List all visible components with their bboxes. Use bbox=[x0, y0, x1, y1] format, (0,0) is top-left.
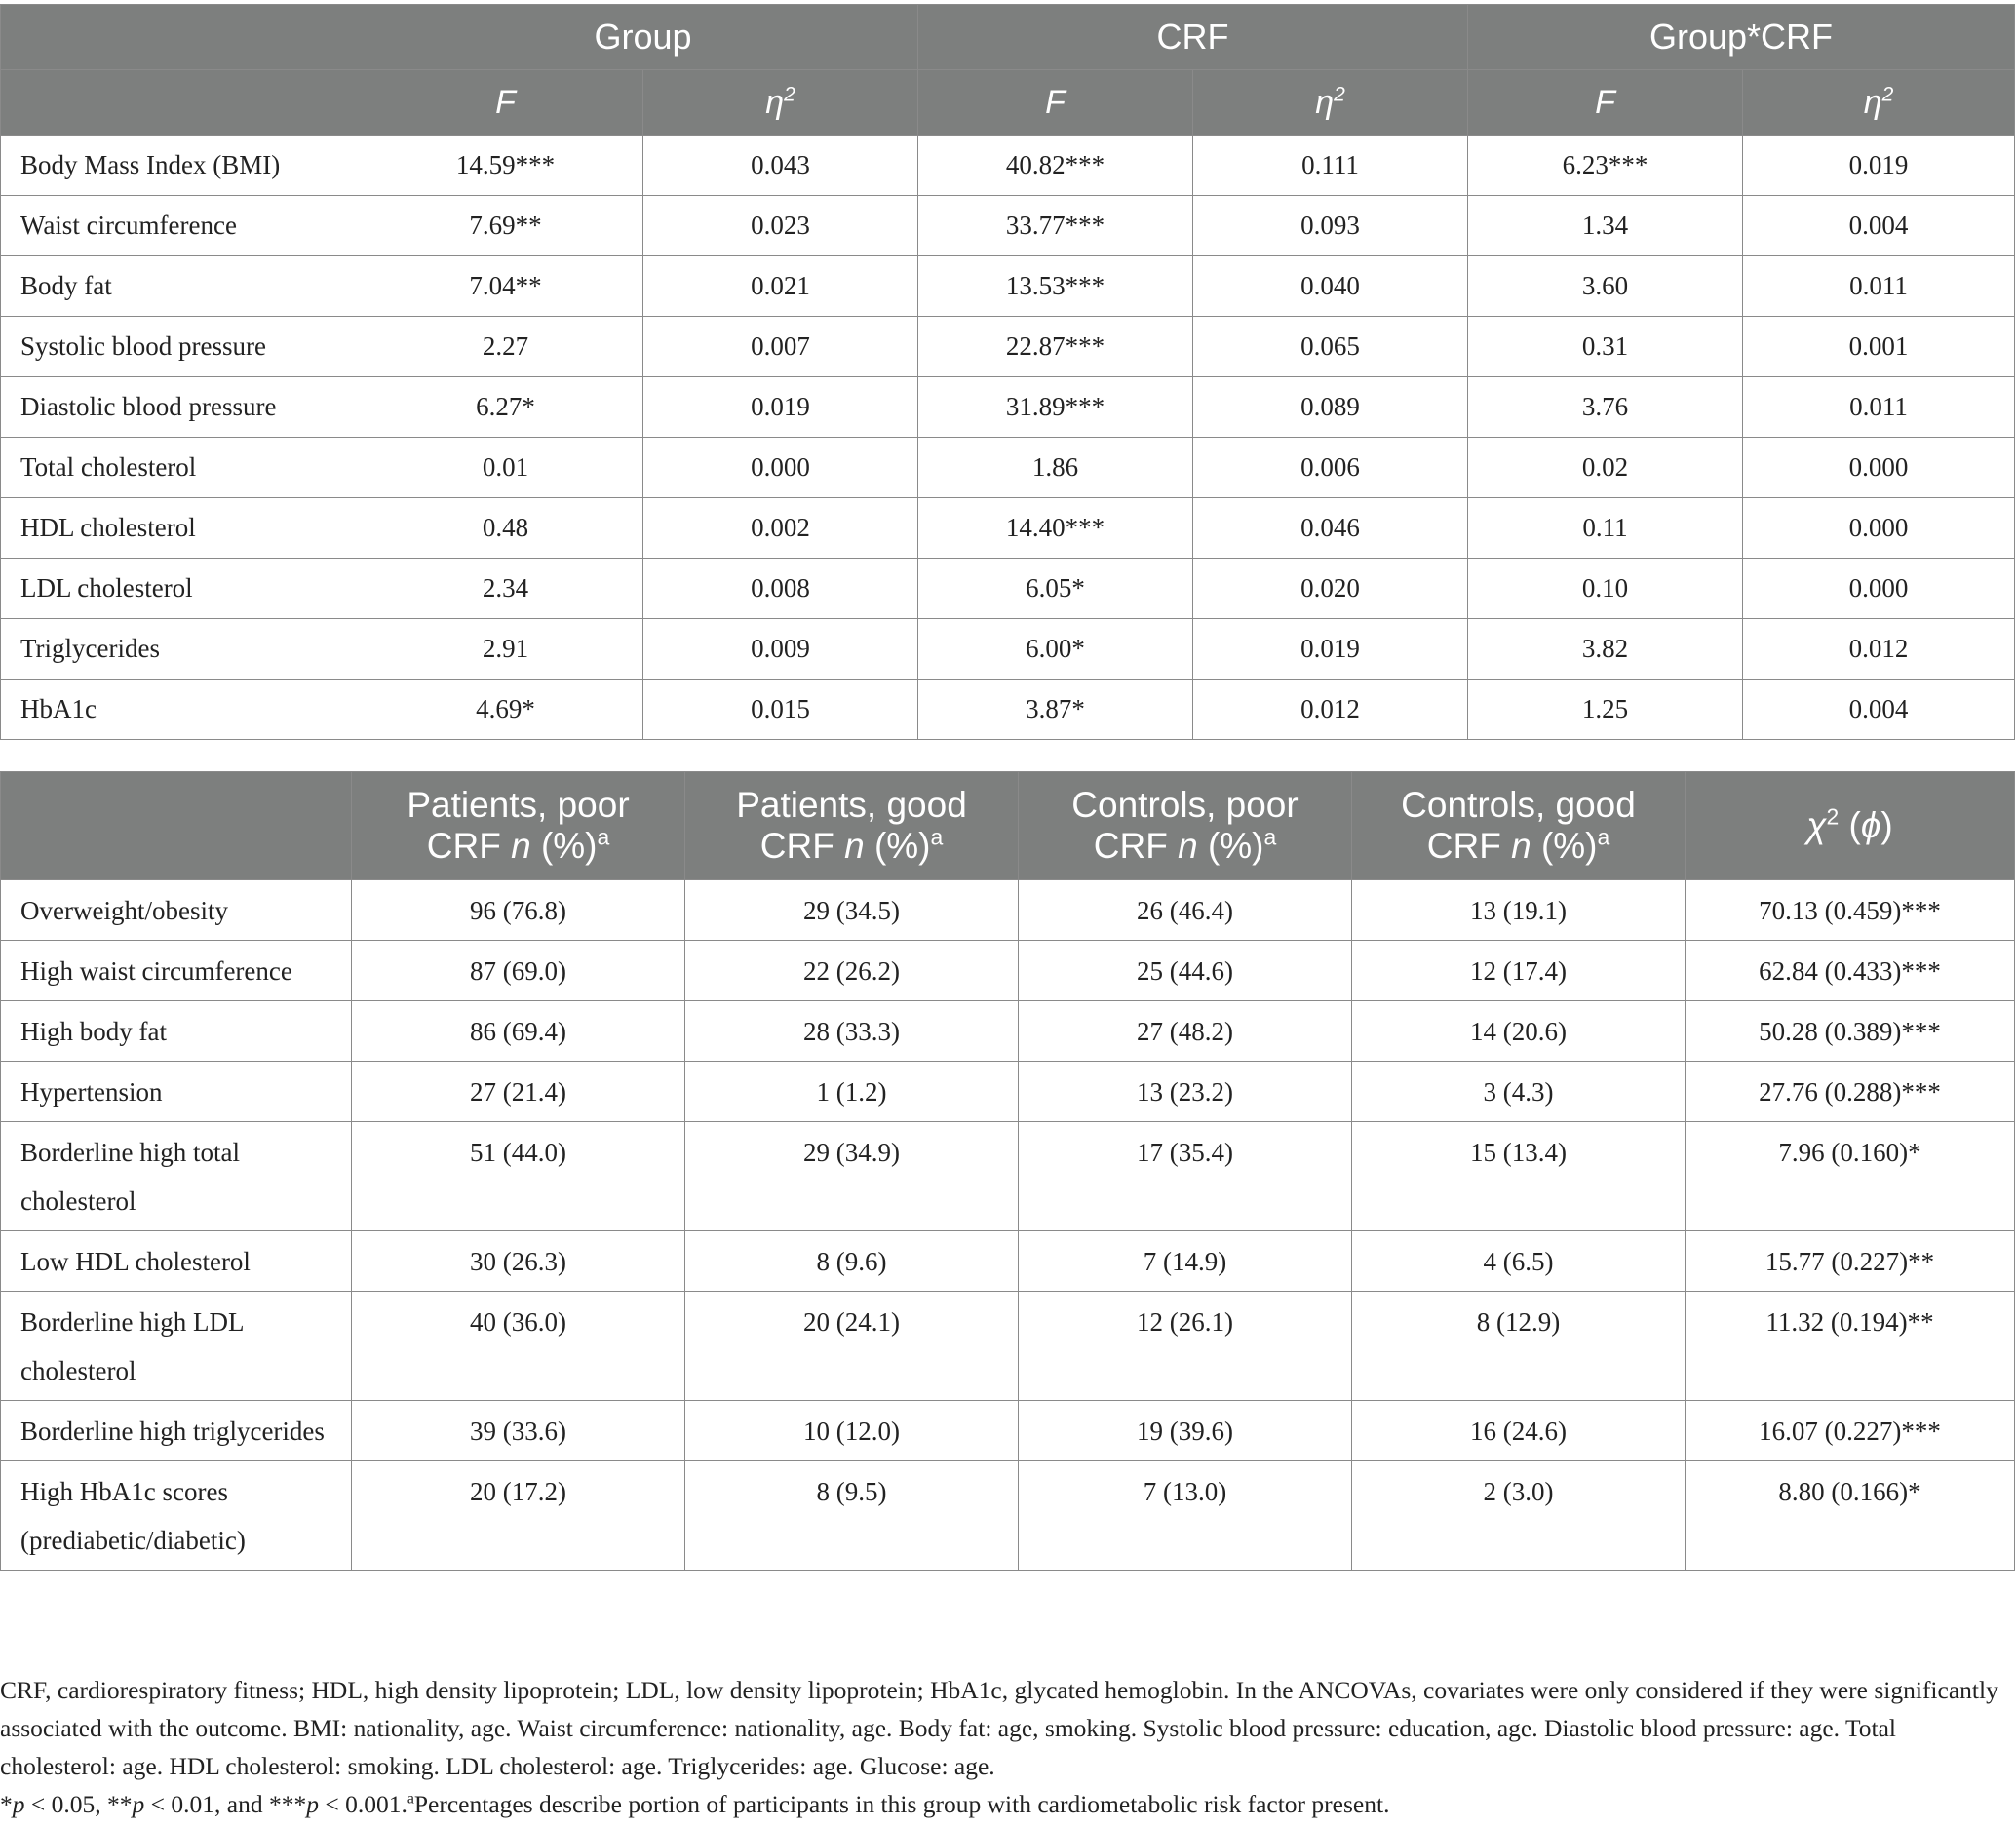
significance-note: *p < 0.05, **p < 0.01, and ***p < 0.001.$^a$Percentages describe portion of participants in this group with cardiometabolic risk factor present. bbox=[0, 1790, 1390, 1818]
stat-cell: 31.89*** bbox=[918, 377, 1193, 438]
stat-cell: 7.04** bbox=[368, 256, 643, 317]
stat-cell: 14.59*** bbox=[368, 136, 643, 196]
count-cell: 62.84 (0.433)*** bbox=[1686, 941, 2015, 1001]
table-row bbox=[1, 880, 2015, 941]
stat-cell: 0.065 bbox=[1193, 317, 1468, 377]
stat-cell: 0.046 bbox=[1193, 498, 1468, 559]
table-row bbox=[1, 438, 2015, 498]
table-row bbox=[1, 1122, 2015, 1231]
stat-cell: 0.000 bbox=[1743, 498, 2015, 559]
corner-header bbox=[1, 5, 368, 70]
stat-cell: 13.53*** bbox=[918, 256, 1193, 317]
stat-cell: 0.020 bbox=[1193, 559, 1468, 619]
count-cell: 1 (1.2) bbox=[685, 1062, 1019, 1122]
stat-cell: 0.02 bbox=[1468, 438, 1743, 498]
row-label: Triglycerides bbox=[1, 619, 368, 680]
stat-cell: 0.008 bbox=[643, 559, 918, 619]
row-label: Borderline high total cholesterol bbox=[1, 1122, 352, 1231]
count-cell: 8 (9.5) bbox=[685, 1461, 1019, 1571]
count-cell: 28 (33.3) bbox=[685, 1001, 1019, 1062]
stat-cell: 0.043 bbox=[643, 136, 918, 196]
table-row bbox=[1, 1461, 2015, 1571]
group-column-header: Patients, poor CRF n (%)$^a$ bbox=[352, 772, 685, 880]
stat-cell: 2.91 bbox=[368, 619, 643, 680]
count-cell: 27 (48.2) bbox=[1019, 1001, 1352, 1062]
group-crf-header: Group*CRF bbox=[1468, 5, 2015, 70]
stat-cell: 40.82*** bbox=[918, 136, 1193, 196]
row-label: Diastolic blood pressure bbox=[1, 377, 368, 438]
count-cell: 29 (34.9) bbox=[685, 1122, 1019, 1231]
table-row bbox=[1, 196, 2015, 256]
f-header: F bbox=[368, 70, 643, 136]
row-label: HDL cholesterol bbox=[1, 498, 368, 559]
stat-cell: 0.019 bbox=[1193, 619, 1468, 680]
table-row bbox=[1, 619, 2015, 680]
stat-cell: 1.34 bbox=[1468, 196, 1743, 256]
stat-cell: 0.006 bbox=[1193, 438, 1468, 498]
group-column-header: Controls, good CRF n (%)$^a$ bbox=[1352, 772, 1686, 880]
stat-cell: 0.11 bbox=[1468, 498, 1743, 559]
count-cell: 15.77 (0.227)** bbox=[1686, 1231, 2015, 1292]
count-cell: 13 (23.2) bbox=[1019, 1062, 1352, 1122]
table-row bbox=[1, 1231, 2015, 1292]
stat-cell: 0.000 bbox=[1743, 559, 2015, 619]
stat-cell: 0.10 bbox=[1468, 559, 1743, 619]
f-header: F bbox=[918, 70, 1193, 136]
chi-square-header: $\chi^2$ (ϕ) bbox=[1686, 772, 2015, 880]
f-header: F bbox=[1468, 70, 1743, 136]
stat-cell: 0.004 bbox=[1743, 196, 2015, 256]
count-cell: 12 (26.1) bbox=[1019, 1292, 1352, 1401]
stat-cell: 6.00* bbox=[918, 619, 1193, 680]
eta-header: $\eta^2$ bbox=[1743, 70, 2015, 136]
stat-cell: 2.27 bbox=[368, 317, 643, 377]
count-cell: 3 (4.3) bbox=[1352, 1062, 1686, 1122]
count-cell: 8 (9.6) bbox=[685, 1231, 1019, 1292]
count-cell: 22 (26.2) bbox=[685, 941, 1019, 1001]
count-cell: 12 (17.4) bbox=[1352, 941, 1686, 1001]
stat-cell: 0.000 bbox=[643, 438, 918, 498]
table-row bbox=[1, 680, 2015, 740]
stat-cell: 6.23*** bbox=[1468, 136, 1743, 196]
count-cell: 96 (76.8) bbox=[352, 880, 685, 941]
count-cell: 17 (35.4) bbox=[1019, 1122, 1352, 1231]
count-cell: 87 (69.0) bbox=[352, 941, 685, 1001]
row-label: Systolic blood pressure bbox=[1, 317, 368, 377]
stat-cell: 3.76 bbox=[1468, 377, 1743, 438]
table-footnote bbox=[0, 1671, 2008, 1823]
corner-subheader bbox=[1, 70, 368, 136]
count-cell: 20 (24.1) bbox=[685, 1292, 1019, 1401]
count-cell: 27.76 (0.288)*** bbox=[1686, 1062, 2015, 1122]
count-cell: 30 (26.3) bbox=[352, 1231, 685, 1292]
stat-cell: 0.015 bbox=[643, 680, 918, 740]
table-row bbox=[1, 941, 2015, 1001]
stat-cell: 0.089 bbox=[1193, 377, 1468, 438]
row-label: Body fat bbox=[1, 256, 368, 317]
corner-header bbox=[1, 772, 352, 880]
stat-cell: 0.01 bbox=[368, 438, 643, 498]
count-cell: 8.80 (0.166)* bbox=[1686, 1461, 2015, 1571]
stat-cell: 6.05* bbox=[918, 559, 1193, 619]
stat-cell: 3.87* bbox=[918, 680, 1193, 740]
count-cell: 4 (6.5) bbox=[1352, 1231, 1686, 1292]
count-cell: 86 (69.4) bbox=[352, 1001, 685, 1062]
count-cell: 27 (21.4) bbox=[352, 1062, 685, 1122]
stat-cell: 0.011 bbox=[1743, 377, 2015, 438]
stat-cell: 0.001 bbox=[1743, 317, 2015, 377]
count-cell: 7.96 (0.160)* bbox=[1686, 1122, 2015, 1231]
table-row bbox=[1, 1062, 2015, 1122]
stat-cell: 0.000 bbox=[1743, 438, 2015, 498]
count-cell: 20 (17.2) bbox=[352, 1461, 685, 1571]
count-cell: 7 (14.9) bbox=[1019, 1231, 1352, 1292]
count-cell: 10 (12.0) bbox=[685, 1401, 1019, 1461]
count-cell: 16.07 (0.227)*** bbox=[1686, 1401, 2015, 1461]
count-cell: 15 (13.4) bbox=[1352, 1122, 1686, 1231]
stat-cell: 0.019 bbox=[643, 377, 918, 438]
count-cell: 7 (13.0) bbox=[1019, 1461, 1352, 1571]
row-label: Borderline high LDL cholesterol bbox=[1, 1292, 352, 1401]
stat-cell: 1.86 bbox=[918, 438, 1193, 498]
stat-cell: 0.002 bbox=[643, 498, 918, 559]
table-row bbox=[1, 1292, 2015, 1401]
table-row bbox=[1, 317, 2015, 377]
row-label: Borderline high triglycerides bbox=[1, 1401, 352, 1461]
count-cell: 13 (19.1) bbox=[1352, 880, 1686, 941]
prevalence-table bbox=[0, 771, 2015, 1571]
count-cell: 40 (36.0) bbox=[352, 1292, 685, 1401]
row-label: Overweight/obesity bbox=[1, 880, 352, 941]
row-label: High waist circumference bbox=[1, 941, 352, 1001]
stat-cell: 1.25 bbox=[1468, 680, 1743, 740]
count-cell: 51 (44.0) bbox=[352, 1122, 685, 1231]
stat-cell: 0.48 bbox=[368, 498, 643, 559]
row-label: Total cholesterol bbox=[1, 438, 368, 498]
abbreviations-note: CRF, cardiorespiratory fitness; HDL, high density lipoprotein; LDL, low density lipoprotein; HbA1c, glycated hemoglobin. In the ANCOVAs, covariates were only considered if they were significantly associated with the outcome. BMI: nationality, age. Waist circumference: nationality, age. Body fat: age, smoking. Systolic blood pressure: education, age. Diastolic blood pressure: age. Total cholesterol: age. HDL cholesterol: smoking. LDL cholesterol: age. Triglycerides: age. Glucose: age. bbox=[0, 1676, 1998, 1780]
row-label: HbA1c bbox=[1, 680, 368, 740]
eta-header: $\eta^2$ bbox=[1193, 70, 1468, 136]
count-cell: 39 (33.6) bbox=[352, 1401, 685, 1461]
count-cell: 8 (12.9) bbox=[1352, 1292, 1686, 1401]
row-label: Hypertension bbox=[1, 1062, 352, 1122]
table-row bbox=[1, 377, 2015, 438]
stat-cell: 0.019 bbox=[1743, 136, 2015, 196]
stat-cell: 2.34 bbox=[368, 559, 643, 619]
stat-cell: 14.40*** bbox=[918, 498, 1193, 559]
count-cell: 11.32 (0.194)** bbox=[1686, 1292, 2015, 1401]
stat-cell: 0.011 bbox=[1743, 256, 2015, 317]
stat-cell: 0.111 bbox=[1193, 136, 1468, 196]
stat-cell: 0.093 bbox=[1193, 196, 1468, 256]
stat-cell: 0.009 bbox=[643, 619, 918, 680]
count-cell: 16 (24.6) bbox=[1352, 1401, 1686, 1461]
stat-cell: 0.040 bbox=[1193, 256, 1468, 317]
stat-cell: 0.007 bbox=[643, 317, 918, 377]
eta-header: $\eta^2$ bbox=[643, 70, 918, 136]
stat-cell: 22.87*** bbox=[918, 317, 1193, 377]
stat-cell: 0.023 bbox=[643, 196, 918, 256]
table-row bbox=[1, 1401, 2015, 1461]
count-cell: 25 (44.6) bbox=[1019, 941, 1352, 1001]
count-cell: 19 (39.6) bbox=[1019, 1401, 1352, 1461]
stat-cell: 0.012 bbox=[1193, 680, 1468, 740]
stat-cell: 0.31 bbox=[1468, 317, 1743, 377]
table-row bbox=[1, 559, 2015, 619]
count-cell: 50.28 (0.389)*** bbox=[1686, 1001, 2015, 1062]
stat-cell: 0.004 bbox=[1743, 680, 2015, 740]
table-row bbox=[1, 498, 2015, 559]
row-label: High body fat bbox=[1, 1001, 352, 1062]
row-label: High HbA1c scores (prediabetic/diabetic) bbox=[1, 1461, 352, 1571]
stat-cell: 6.27* bbox=[368, 377, 643, 438]
count-cell: 2 (3.0) bbox=[1352, 1461, 1686, 1571]
row-label: Low HDL cholesterol bbox=[1, 1231, 352, 1292]
group-column-header: Controls, poor CRF n (%)$^a$ bbox=[1019, 772, 1352, 880]
row-label: Waist circumference bbox=[1, 196, 368, 256]
stat-cell: 33.77*** bbox=[918, 196, 1193, 256]
group-column-header: Patients, good CRF n (%)$^a$ bbox=[685, 772, 1019, 880]
count-cell: 14 (20.6) bbox=[1352, 1001, 1686, 1062]
group-header: Group bbox=[368, 5, 918, 70]
count-cell: 70.13 (0.459)*** bbox=[1686, 880, 2015, 941]
table-row bbox=[1, 256, 2015, 317]
row-label: LDL cholesterol bbox=[1, 559, 368, 619]
stat-cell: 3.60 bbox=[1468, 256, 1743, 317]
count-cell: 26 (46.4) bbox=[1019, 880, 1352, 941]
anova-table bbox=[0, 4, 2015, 740]
stat-cell: 3.82 bbox=[1468, 619, 1743, 680]
stat-cell: 4.69* bbox=[368, 680, 643, 740]
stat-cell: 0.012 bbox=[1743, 619, 2015, 680]
table-row bbox=[1, 136, 2015, 196]
count-cell: 29 (34.5) bbox=[685, 880, 1019, 941]
row-label: Body Mass Index (BMI) bbox=[1, 136, 368, 196]
table-row bbox=[1, 1001, 2015, 1062]
stat-cell: 0.021 bbox=[643, 256, 918, 317]
stat-cell: 7.69** bbox=[368, 196, 643, 256]
crf-header: CRF bbox=[918, 5, 1468, 70]
